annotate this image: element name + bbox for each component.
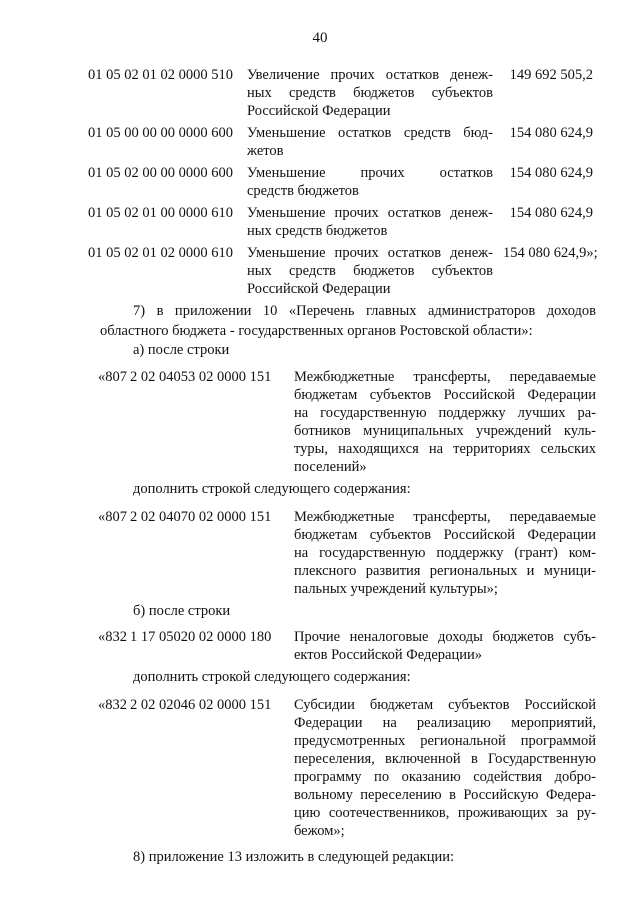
entry-desc-line: программу по оказанию содействия добро- <box>294 769 596 785</box>
row-desc-line: средств бюджетов <box>247 183 359 199</box>
entry-desc-line: переселения, включенной в Государственную <box>294 751 596 767</box>
row-desc-line: Российской Федерации <box>247 103 391 119</box>
entry-desc-line: ботников муниципальных учреждений куль- <box>294 423 596 439</box>
item7-line: областного бюджета - государственных органов Ростовской области»: <box>100 323 533 339</box>
row-amount: 149 692 505,2 <box>509 67 593 83</box>
row-code: 01 05 02 01 00 0000 610 <box>88 205 233 221</box>
entry-desc-line: Прочие неналоговые доходы бюджетов субъ- <box>294 629 596 645</box>
entry-desc-line: на государственную поддержку лучших ра- <box>294 405 596 421</box>
row-code: 01 05 02 00 00 0000 600 <box>88 165 233 181</box>
row-code: 01 05 00 00 00 0000 600 <box>88 125 233 141</box>
row-desc-line: Российской Федерации <box>247 281 391 297</box>
append-label: дополнить строкой следующего содержания: <box>133 669 411 685</box>
entry-quote: «807 <box>98 509 127 525</box>
entry-desc-line: бежом»; <box>294 823 345 839</box>
item-b-label: б) после строки <box>133 603 231 619</box>
entry-desc-line: ектов Российской Федерации» <box>294 647 482 663</box>
row-code: 01 05 02 01 02 0000 610 <box>88 245 233 261</box>
entry-desc-line: туры, находящихся на территориях сельских <box>294 441 596 457</box>
row-desc-line: Уменьшение прочих остатков денеж- <box>247 245 493 261</box>
item8-line: 8) приложение 13 изложить в следующей редакции: <box>133 849 455 865</box>
entry-quote: «807 <box>98 369 127 385</box>
page-number: 40 <box>312 30 328 46</box>
entry-quote: «832 <box>98 629 127 645</box>
append-label: дополнить строкой следующего содержания: <box>133 481 411 497</box>
entry-desc-line: предусмотренных региональной программой <box>294 733 596 749</box>
row-amount: 154 080 624,9 <box>509 165 593 181</box>
row-code: 01 05 02 01 02 0000 510 <box>88 67 233 83</box>
row-desc-line: Увеличение прочих остатков денеж- <box>247 67 493 83</box>
row-desc-line: ных средств бюджетов <box>247 223 388 239</box>
entry-code: 2 02 04070 02 0000 151 <box>130 509 272 525</box>
item7-line: 7) в приложении 10 «Перечень главных администраторов доходов <box>133 303 596 319</box>
entry-desc-line: на государственную поддержку (грант) ком- <box>294 545 596 561</box>
entry-code: 2 02 02046 02 0000 151 <box>130 697 272 713</box>
entry-quote: «832 <box>98 697 127 713</box>
row-amount: 154 080 624,9 <box>509 125 593 141</box>
entry-desc-line: цию соотечественников, проживающих за ру- <box>294 805 596 821</box>
row-desc-line: Уменьшение остатков средств бюд- <box>247 125 493 141</box>
row-amount: 154 080 624,9 <box>509 205 593 221</box>
entry-desc-line: Федерации на реализацию мероприятий, <box>294 715 596 731</box>
entry-desc-line: бюджетам субъектов Российской Федерации <box>294 387 596 403</box>
row-desc-line: Уменьшение прочих остатков денеж- <box>247 205 493 221</box>
entry-desc-line: Субсидии бюджетам субъектов Российской <box>294 697 596 713</box>
entry-code: 1 17 05020 02 0000 180 <box>130 629 272 645</box>
row-amount: 154 080 624,9»; <box>503 245 598 261</box>
entry-code: 2 02 04053 02 0000 151 <box>130 369 272 385</box>
entry-desc-line: вольному переселению в Российскую Федера- <box>294 787 596 803</box>
entry-desc-line: Межбюджетные трансферты, передаваемые <box>294 509 596 525</box>
row-desc-line: жетов <box>247 143 284 159</box>
row-desc-line: ных средств бюджетов субъектов <box>247 263 493 279</box>
entry-desc-line: Межбюджетные трансферты, передаваемые <box>294 369 596 385</box>
entry-desc-line: поселений» <box>294 459 367 475</box>
row-desc-line: ных средств бюджетов субъектов <box>247 85 493 101</box>
entry-desc-line: плексного развития региональных и муници- <box>294 563 596 579</box>
row-desc-line: Уменьшение прочих остатков <box>247 165 493 181</box>
item-a-label: а) после строки <box>133 342 230 358</box>
entry-desc-line: бюджетам субъектов Российской Федерации <box>294 527 596 543</box>
entry-desc-line: пальных учреждений культуры»; <box>294 581 498 597</box>
